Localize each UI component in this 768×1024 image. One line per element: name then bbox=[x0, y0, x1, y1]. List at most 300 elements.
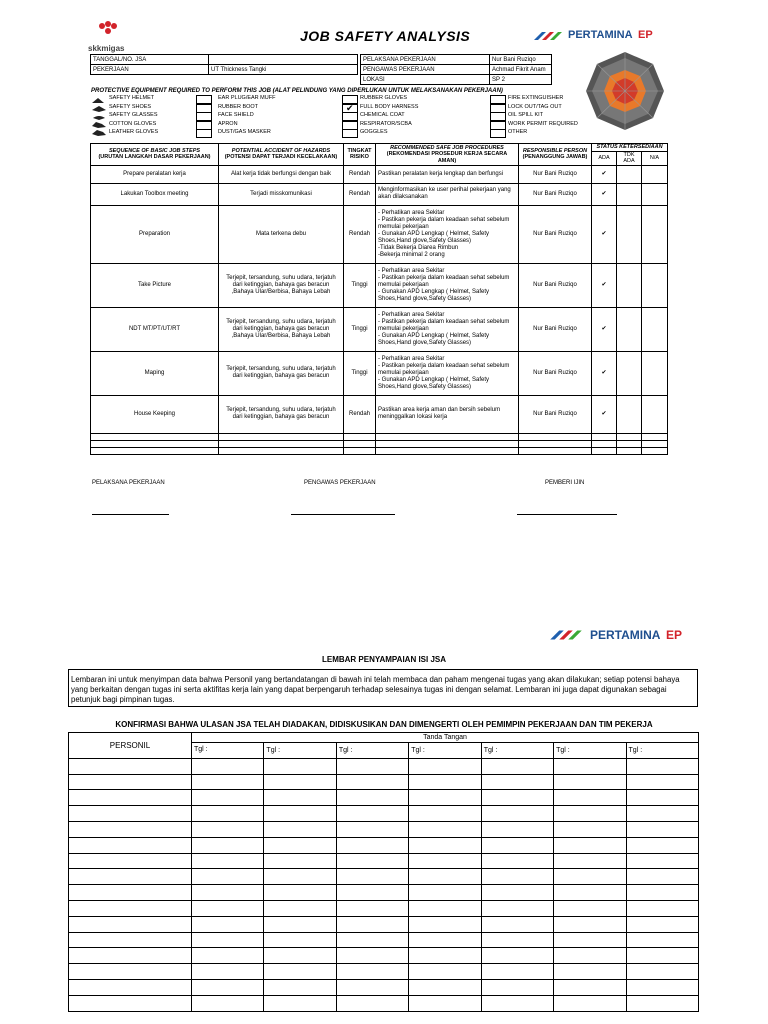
jsa-empty-cell[interactable] bbox=[91, 440, 219, 447]
jsa-status-ada[interactable]: ✔ bbox=[592, 165, 617, 183]
signature-cell[interactable] bbox=[554, 900, 626, 916]
signature-cell[interactable] bbox=[626, 885, 698, 901]
info-row bbox=[91, 65, 358, 75]
signature-cell[interactable] bbox=[554, 790, 626, 806]
signature-cell[interactable] bbox=[409, 853, 481, 869]
sign-label-pemberi: PEMBERI IJIN bbox=[545, 480, 585, 486]
jsa-risk: Rendah bbox=[344, 205, 376, 263]
jsa-status-ada[interactable]: ✔ bbox=[592, 307, 617, 351]
jsa-empty-row bbox=[91, 447, 668, 454]
signature-cell[interactable] bbox=[481, 916, 553, 932]
signature-cell[interactable] bbox=[626, 964, 698, 980]
signature-cell[interactable] bbox=[264, 790, 336, 806]
col-header-na: N/A bbox=[642, 151, 668, 165]
personil-cell[interactable] bbox=[69, 758, 192, 774]
signature-cell[interactable] bbox=[554, 774, 626, 790]
personil-cell[interactable] bbox=[69, 885, 192, 901]
signature-cell[interactable] bbox=[192, 964, 264, 980]
pertamina-brand-suffix: EP bbox=[666, 628, 683, 642]
jsa-empty-cell[interactable] bbox=[592, 440, 617, 447]
signature-cell[interactable] bbox=[409, 837, 481, 853]
table-header-row bbox=[91, 144, 668, 152]
signature-cell[interactable] bbox=[554, 948, 626, 964]
jsa-step: Lakukan Toolbox meeting bbox=[91, 183, 219, 205]
pertamina-brand: PERTAMINA bbox=[568, 29, 633, 41]
pertamina-logo-page2 bbox=[548, 626, 698, 648]
col-header-tdk-ada: TDK ADA bbox=[617, 151, 642, 165]
signature-cell[interactable] bbox=[409, 995, 481, 1011]
sign-row bbox=[69, 790, 699, 806]
signature-cell[interactable] bbox=[264, 758, 336, 774]
pertamina-brand-suffix: EP bbox=[638, 29, 653, 41]
signature-cell[interactable] bbox=[409, 821, 481, 837]
signature-cell[interactable] bbox=[554, 932, 626, 948]
signature-cell[interactable] bbox=[481, 774, 553, 790]
jsa-step: Prepare peralatan kerja bbox=[91, 165, 219, 183]
jsa-step: House Keeping bbox=[91, 395, 219, 433]
signature-cell[interactable] bbox=[481, 995, 553, 1011]
signature-cell[interactable] bbox=[554, 837, 626, 853]
ppe-pictogram-icon bbox=[90, 97, 108, 137]
ppe-label: APRON bbox=[218, 120, 238, 127]
sign-row bbox=[69, 869, 699, 885]
col-header-procedure: RECOMMENDED SAFE JOB PROCEDURES (REKOMENDASI PROSEDUR KERJA SECARA AMAN) bbox=[376, 144, 519, 166]
jsa-responsible: Nur Bani Ruziqo bbox=[519, 183, 592, 205]
jsa-status-ada[interactable]: ✔ bbox=[592, 205, 617, 263]
signature-cell[interactable] bbox=[626, 869, 698, 885]
jsa-status-na[interactable] bbox=[642, 165, 668, 183]
signature-cell[interactable] bbox=[264, 948, 336, 964]
sign-row bbox=[69, 916, 699, 932]
jsa-procedure: - Perhatikan area Sekitar - Pastikan pekerja dalam keadaan sehat sebelum memulai pekerjaan - Gunakan APD Lengkap ( Helmet, Safety Shoes,Hand glove,Safety Glasses) -Tidak Bekerja Diarea Rimbun -Bekerja minimal 2 orang bbox=[376, 205, 519, 263]
info-table-right bbox=[360, 54, 552, 85]
signature-cell[interactable] bbox=[409, 885, 481, 901]
jsa-empty-cell[interactable] bbox=[592, 433, 617, 440]
jsa-hazard: Terjadi misskomunikasi bbox=[219, 183, 344, 205]
col-header-seq: SEQUENCE OF BASIC JOB STEPS (URUTAN LANGKAH DASAR PEKERJAAN) bbox=[91, 144, 219, 166]
jsa-status-ada[interactable]: ✔ bbox=[592, 351, 617, 395]
jsa-empty-cell[interactable] bbox=[219, 447, 344, 454]
signature-cell[interactable] bbox=[192, 979, 264, 995]
jsa-responsible: Nur Bani Ruziqo bbox=[519, 307, 592, 351]
jsa-status-na[interactable] bbox=[642, 263, 668, 307]
signature-cell[interactable] bbox=[626, 806, 698, 822]
signature-cell[interactable] bbox=[336, 979, 408, 995]
signature-cell[interactable] bbox=[336, 806, 408, 822]
jsa-status-na[interactable] bbox=[642, 205, 668, 263]
tgl-cell[interactable]: Tgl : bbox=[481, 743, 553, 759]
info-value: Nur Bani Ruziqo bbox=[490, 55, 552, 65]
signature-cell[interactable] bbox=[409, 806, 481, 822]
info-row bbox=[361, 65, 552, 75]
jsa-step: Preparation bbox=[91, 205, 219, 263]
jsa-status-tdk-ada[interactable] bbox=[617, 263, 642, 307]
signature-cell[interactable] bbox=[626, 979, 698, 995]
jsa-status-na[interactable] bbox=[642, 183, 668, 205]
personil-cell[interactable] bbox=[69, 948, 192, 964]
jsa-empty-cell[interactable] bbox=[219, 433, 344, 440]
ppe-heading-id: (ALAT PELINDUNG YANG DIPERLUKAN UNTUK MELAKSANAKAN PEKERJAAN) bbox=[272, 88, 503, 94]
sign-row bbox=[69, 758, 699, 774]
jsa-empty-cell[interactable] bbox=[642, 447, 668, 454]
jsa-empty-row bbox=[91, 440, 668, 447]
safety-rules-wheel bbox=[584, 50, 666, 132]
jsa-status-tdk-ada[interactable] bbox=[617, 205, 642, 263]
jsa-responsible: Nur Bani Ruziqo bbox=[519, 205, 592, 263]
signature-cell[interactable] bbox=[481, 869, 553, 885]
signature-cell[interactable] bbox=[481, 964, 553, 980]
jsa-empty-cell[interactable] bbox=[219, 440, 344, 447]
jsa-status-na[interactable] bbox=[642, 307, 668, 351]
info-label: TANGGAL/NO. JSA bbox=[91, 55, 209, 65]
ppe-label: RUBBER BOOT bbox=[218, 103, 259, 110]
jsa-empty-cell[interactable] bbox=[344, 433, 376, 440]
signature-cell[interactable] bbox=[336, 790, 408, 806]
ppe-checkbox[interactable] bbox=[490, 129, 506, 138]
signature-cell[interactable] bbox=[264, 774, 336, 790]
jsa-hazard: Mata terkena debu bbox=[219, 205, 344, 263]
jsa-hazard: Alat kerja tidak berfungsi dengan baik bbox=[219, 165, 344, 183]
signature-cell[interactable] bbox=[481, 885, 553, 901]
signature-cell[interactable] bbox=[192, 837, 264, 853]
signature-cell[interactable] bbox=[481, 853, 553, 869]
signature-cell[interactable] bbox=[409, 979, 481, 995]
signature-cell[interactable] bbox=[336, 995, 408, 1011]
info-row bbox=[361, 55, 552, 65]
jsa-procedure: - Perhatikan area Sekitar - Pastikan pekerja dalam keadaan sehat sebelum memulai pekerjaan - Gunakan APD Lengkap ( Helmet, Safety Shoes,Hand glove,Safety Glasses) bbox=[376, 307, 519, 351]
signature-cell[interactable] bbox=[481, 790, 553, 806]
ppe-label: LEATHER GLOVES bbox=[109, 129, 159, 135]
ppe-label: FULL BODY HARNESS bbox=[360, 103, 419, 110]
jsa-hazard: Terjepit, tersandung, suhu udara, terjatuh dari ketinggian, bahaya gas beracun bbox=[219, 395, 344, 433]
jsa-risk: Rendah bbox=[344, 183, 376, 205]
signature-cell[interactable] bbox=[336, 853, 408, 869]
ppe-heading bbox=[91, 88, 503, 94]
jsa-empty-cell[interactable] bbox=[519, 433, 592, 440]
info-value bbox=[209, 55, 358, 65]
signature-cell[interactable] bbox=[264, 932, 336, 948]
jsa-empty-cell[interactable] bbox=[519, 447, 592, 454]
signature-cell[interactable] bbox=[264, 869, 336, 885]
signature-cell[interactable] bbox=[554, 964, 626, 980]
jsa-status-tdk-ada[interactable] bbox=[617, 183, 642, 205]
signature-cell[interactable] bbox=[409, 758, 481, 774]
personil-cell[interactable] bbox=[69, 806, 192, 822]
signature-cell[interactable] bbox=[409, 916, 481, 932]
ppe-label: WORK PERMIT REQUIRED bbox=[508, 120, 578, 127]
ppe-checkbox[interactable] bbox=[196, 129, 212, 138]
signature-cell[interactable] bbox=[192, 932, 264, 948]
jsa-row bbox=[91, 263, 668, 307]
signature-cell[interactable] bbox=[336, 758, 408, 774]
signature-cell[interactable] bbox=[409, 932, 481, 948]
page2-title: LEMBAR PENYAMPAIAN ISI JSA bbox=[321, 655, 447, 664]
jsa-risk: Rendah bbox=[344, 165, 376, 183]
jsa-step: Maping bbox=[91, 351, 219, 395]
jsa-empty-cell[interactable] bbox=[617, 440, 642, 447]
signature-cell[interactable] bbox=[626, 900, 698, 916]
personil-header: PERSONIL bbox=[69, 733, 192, 759]
signature-cell[interactable] bbox=[336, 916, 408, 932]
jsa-empty-cell[interactable] bbox=[617, 433, 642, 440]
sign-line-pelaksana[interactable] bbox=[92, 514, 169, 515]
jsa-empty-cell[interactable] bbox=[617, 447, 642, 454]
sign-row bbox=[69, 964, 699, 980]
sign-row bbox=[69, 948, 699, 964]
info-row bbox=[361, 75, 552, 85]
jsa-empty-cell[interactable] bbox=[91, 433, 219, 440]
jsa-empty-cell[interactable] bbox=[592, 447, 617, 454]
signature-cell[interactable] bbox=[554, 916, 626, 932]
jsa-status-na[interactable] bbox=[642, 351, 668, 395]
signature-cell[interactable] bbox=[554, 979, 626, 995]
personil-cell[interactable] bbox=[69, 774, 192, 790]
tanda-tangan-header: Tanda Tangan bbox=[192, 733, 699, 743]
jsa-empty-cell[interactable] bbox=[376, 433, 519, 440]
jsa-status-tdk-ada[interactable] bbox=[617, 307, 642, 351]
jsa-status-ada[interactable]: ✔ bbox=[592, 395, 617, 433]
page-title: JOB SAFETY ANALYSIS bbox=[300, 28, 471, 44]
info-label: PELAKSANA PEKERJAAN bbox=[361, 55, 490, 65]
signature-cell[interactable] bbox=[264, 995, 336, 1011]
signature-cell[interactable] bbox=[626, 995, 698, 1011]
signature-cell[interactable] bbox=[192, 853, 264, 869]
signature-cell[interactable] bbox=[554, 806, 626, 822]
jsa-empty-cell[interactable] bbox=[91, 447, 219, 454]
signature-cell[interactable] bbox=[264, 806, 336, 822]
signature-cell[interactable] bbox=[481, 758, 553, 774]
page2-description-box bbox=[68, 669, 698, 707]
signature-cell[interactable] bbox=[409, 774, 481, 790]
signature-cell[interactable] bbox=[336, 948, 408, 964]
jsa-row bbox=[91, 205, 668, 263]
sign-row bbox=[69, 821, 699, 837]
ppe-label: DUST/GAS MASKER bbox=[218, 129, 271, 135]
signature-cell[interactable] bbox=[626, 774, 698, 790]
jsa-empty-cell[interactable] bbox=[376, 447, 519, 454]
col-header-responsible: RESPONSIBLE PERSON (PENANGGUNG JAWAB) bbox=[519, 144, 592, 166]
signature-cell[interactable] bbox=[626, 948, 698, 964]
jsa-status-ada[interactable]: ✔ bbox=[592, 263, 617, 307]
ppe-heading-en: PROTECTIVE EQUIPMENT REQUIRED TO PERFORM THIS JOB bbox=[91, 88, 271, 94]
personil-cell[interactable] bbox=[69, 932, 192, 948]
tgl-cell[interactable]: Tgl : bbox=[626, 743, 698, 759]
tgl-cell[interactable]: Tgl : bbox=[192, 743, 264, 759]
jsa-empty-cell[interactable] bbox=[519, 440, 592, 447]
personil-cell[interactable] bbox=[69, 790, 192, 806]
info-value: SP 2 bbox=[490, 75, 552, 85]
signature-cell[interactable] bbox=[626, 837, 698, 853]
jsa-status-tdk-ada[interactable] bbox=[617, 395, 642, 433]
info-label: PENGAWAS PEKERJAAN bbox=[361, 65, 490, 75]
ppe-label: SAFETY GLASSES bbox=[109, 112, 158, 118]
signature-cell[interactable] bbox=[409, 790, 481, 806]
jsa-table bbox=[90, 143, 668, 455]
signature-cell[interactable] bbox=[336, 900, 408, 916]
signature-cell[interactable] bbox=[336, 837, 408, 853]
jsa-empty-cell[interactable] bbox=[344, 447, 376, 454]
jsa-status-na[interactable] bbox=[642, 395, 668, 433]
sign-label-pelaksana: PELAKSANA PEKERJAAN bbox=[92, 480, 165, 486]
ppe-label: RESPIRATOR/SCBA bbox=[360, 120, 412, 127]
pertamina-mark-icon bbox=[532, 28, 564, 44]
signature-cell[interactable] bbox=[264, 853, 336, 869]
signature-cell[interactable] bbox=[481, 932, 553, 948]
safety-wheel-icon bbox=[584, 50, 666, 132]
jsa-hazard: Terjepit, tersandung, suhu udara, terjatuh dari ketinggian, bahaya gas beracun bbox=[219, 351, 344, 395]
signature-cell[interactable] bbox=[409, 869, 481, 885]
personil-cell[interactable] bbox=[69, 821, 192, 837]
signature-cell[interactable] bbox=[192, 869, 264, 885]
jsa-procedure: - Perhatikan area Sekitar - Pastikan pekerja dalam keadaan sehat sebelum memulai pekerjaan - Gunakan APD Lengkap ( Helmet, Safety Shoes,Hand glove,Safety Glasses) bbox=[376, 351, 519, 395]
ppe-checkbox[interactable] bbox=[342, 129, 358, 138]
signature-cell[interactable] bbox=[626, 758, 698, 774]
ppe-label: FACE SHIELD bbox=[218, 112, 254, 118]
skk-logo-text: skkmigas bbox=[88, 44, 125, 53]
signature-cell[interactable] bbox=[336, 932, 408, 948]
signature-cell[interactable] bbox=[192, 916, 264, 932]
jsa-empty-cell[interactable] bbox=[642, 440, 668, 447]
personil-cell[interactable] bbox=[69, 916, 192, 932]
pertamina-logo bbox=[532, 28, 672, 48]
tgl-cell[interactable]: Tgl : bbox=[554, 743, 626, 759]
jsa-empty-row bbox=[91, 433, 668, 440]
jsa-risk: Tinggi bbox=[344, 263, 376, 307]
signature-cell[interactable] bbox=[336, 821, 408, 837]
signature-cell[interactable] bbox=[336, 964, 408, 980]
signature-cell[interactable] bbox=[264, 916, 336, 932]
personil-cell[interactable] bbox=[69, 964, 192, 980]
sign-row bbox=[69, 774, 699, 790]
personil-sign-table bbox=[68, 732, 699, 1012]
signature-cell[interactable] bbox=[626, 916, 698, 932]
signature-cell[interactable] bbox=[481, 900, 553, 916]
sign-label-pengawas: PENGAWAS PEKERJAAN bbox=[304, 480, 376, 486]
jsa-hazard: Terjepit, tersandung, suhu udara, terjatuh dari ketinggian, bahaya gas beracun ,Bahaya Ular/Berbisa, Bahaya Lebah bbox=[219, 263, 344, 307]
jsa-empty-cell[interactable] bbox=[376, 440, 519, 447]
signature-cell[interactable] bbox=[481, 821, 553, 837]
personil-cell[interactable] bbox=[69, 869, 192, 885]
signature-cell[interactable] bbox=[554, 995, 626, 1011]
signature-cell[interactable] bbox=[192, 885, 264, 901]
info-row bbox=[91, 55, 358, 65]
jsa-empty-cell[interactable] bbox=[344, 440, 376, 447]
jsa-empty-cell[interactable] bbox=[642, 433, 668, 440]
jsa-step: Take Picture bbox=[91, 263, 219, 307]
signature-cell[interactable] bbox=[336, 885, 408, 901]
signature-cell[interactable] bbox=[192, 900, 264, 916]
ppe-section bbox=[90, 95, 580, 139]
signature-cell[interactable] bbox=[192, 758, 264, 774]
jsa-row bbox=[91, 395, 668, 433]
signature-cell[interactable] bbox=[481, 948, 553, 964]
signature-cell[interactable] bbox=[264, 837, 336, 853]
col-header-ada: ADA bbox=[592, 151, 617, 165]
signature-cell[interactable] bbox=[554, 885, 626, 901]
signature-cell[interactable] bbox=[264, 900, 336, 916]
signature-cell[interactable] bbox=[481, 806, 553, 822]
sign-row bbox=[69, 853, 699, 869]
signature-cell[interactable] bbox=[192, 995, 264, 1011]
tgl-cell[interactable]: Tgl : bbox=[409, 743, 481, 759]
signature-cell[interactable] bbox=[554, 869, 626, 885]
signature-cell[interactable] bbox=[192, 948, 264, 964]
pertamina-mark-icon bbox=[548, 626, 584, 644]
personil-cell[interactable] bbox=[69, 837, 192, 853]
sign-line-pemberi[interactable] bbox=[517, 514, 617, 515]
signature-cell[interactable] bbox=[264, 979, 336, 995]
info-table-left bbox=[90, 54, 358, 75]
personil-cell[interactable] bbox=[69, 900, 192, 916]
signature-cell[interactable] bbox=[192, 806, 264, 822]
jsa-responsible: Nur Bani Ruziqo bbox=[519, 263, 592, 307]
personil-cell[interactable] bbox=[69, 995, 192, 1011]
signature-cell[interactable] bbox=[554, 758, 626, 774]
page2-description: Lembaran ini untuk menyimpan data bahwa Personil yang bertandatangan di bawah ini telah membaca dan paham mengenai tugas yang akan dilakukan; setiap potensi bahaya yang berkaitan dengan tugas ini serta aktifitas kerja lain yang dapat berpengaruh terhadap selesainya tugas ini dengan selamat. Lembaran ini juga dapat digunakan sebagai petunjuk bagi pimpinan tugas. bbox=[71, 675, 680, 704]
signature-cell[interactable] bbox=[409, 900, 481, 916]
signature-cell[interactable] bbox=[192, 790, 264, 806]
sign-line-pengawas[interactable] bbox=[291, 514, 395, 515]
tgl-cell[interactable]: Tgl : bbox=[336, 743, 408, 759]
jsa-responsible: Nur Bani Ruziqo bbox=[519, 351, 592, 395]
ppe-label: EAR PLUG/EAR MUFF bbox=[218, 95, 276, 101]
ppe-label: SAFETY SHOES bbox=[109, 103, 152, 110]
personil-cell[interactable] bbox=[69, 979, 192, 995]
signature-cell[interactable] bbox=[264, 821, 336, 837]
ppe-check: ✔ bbox=[346, 102, 354, 113]
info-value: Achmad Fikrit Anam bbox=[490, 65, 552, 75]
signature-cell[interactable] bbox=[554, 821, 626, 837]
signature-cell[interactable] bbox=[626, 853, 698, 869]
jsa-responsible: Nur Bani Ruziqo bbox=[519, 165, 592, 183]
pertamina-brand: PERTAMINA bbox=[590, 628, 661, 642]
jsa-procedure: Menginformasikan ke user perihal pekerjaan yang akan dilaksanakan bbox=[376, 183, 519, 205]
signature-cell[interactable] bbox=[481, 979, 553, 995]
signature-cell[interactable] bbox=[336, 869, 408, 885]
jsa-status-tdk-ada[interactable] bbox=[617, 351, 642, 395]
signature-cell[interactable] bbox=[192, 774, 264, 790]
jsa-hazard: Terjepit, tersandung, suhu udara, terjatuh dari ketinggian, bahaya gas beracun ,Bahaya Ular/Berbisa, Bahaya Lebah bbox=[219, 307, 344, 351]
skk-logo-mark-icon bbox=[88, 18, 128, 40]
signature-cell[interactable] bbox=[264, 964, 336, 980]
signature-cell[interactable] bbox=[626, 821, 698, 837]
jsa-risk: Rendah bbox=[344, 395, 376, 433]
signature-cell[interactable] bbox=[409, 948, 481, 964]
page2-confirm: KONFIRMASI BAHWA ULASAN JSA TELAH DIADAKAN, DIDISKUSIKAN DAN DIMENGERTI OLEH PEMIMPIN PEKERJAAN DAN TIM PEKERJA bbox=[115, 720, 653, 729]
tgl-cell[interactable]: Tgl : bbox=[264, 743, 336, 759]
ppe-label: SAFETY HELMET bbox=[109, 95, 155, 101]
signature-cell[interactable] bbox=[626, 790, 698, 806]
signature-cell[interactable] bbox=[554, 853, 626, 869]
signature-cell[interactable] bbox=[626, 932, 698, 948]
sign-header-row bbox=[69, 733, 699, 743]
sign-row bbox=[69, 806, 699, 822]
signature-cell[interactable] bbox=[192, 821, 264, 837]
signature-cell[interactable] bbox=[409, 964, 481, 980]
jsa-status-ada[interactable]: ✔ bbox=[592, 183, 617, 205]
jsa-status-tdk-ada[interactable] bbox=[617, 165, 642, 183]
jsa-procedure: Pastikan area kerja aman dan bersih sebelum meninggalkan lokasi kerja bbox=[376, 395, 519, 433]
jsa-procedure: - Perhatikan area Sekitar - Pastikan pekerja dalam keadaan sehat sebelum memulai pekerjaan - Gunakan APD Lengkap ( Helmet, Safety Shoes,Hand glove,Safety Glasses) bbox=[376, 263, 519, 307]
personil-cell[interactable] bbox=[69, 853, 192, 869]
ppe-label: FIRE EXTINGUISHER bbox=[508, 95, 564, 101]
signature-cell[interactable] bbox=[481, 837, 553, 853]
jsa-row bbox=[91, 307, 668, 351]
signature-cell[interactable] bbox=[264, 885, 336, 901]
signature-cell[interactable] bbox=[336, 774, 408, 790]
ppe-label: RUBBER GLOVES bbox=[360, 95, 408, 101]
col-header-hazard: POTENTIAL ACCIDENT OF HAZARDS (POTENSI DAPAT TERJADI KECELAKAAN) bbox=[219, 144, 344, 166]
